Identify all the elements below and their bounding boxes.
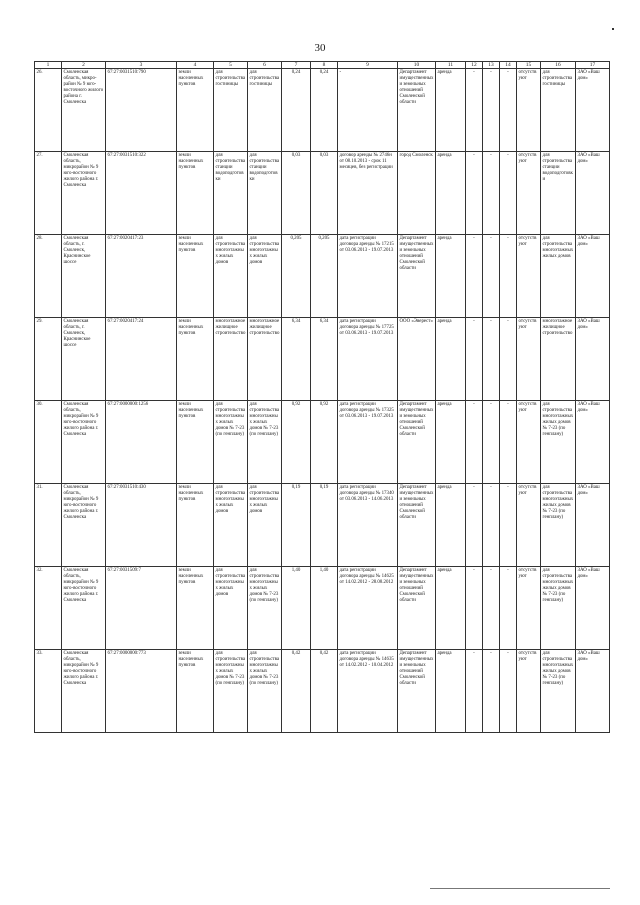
- row-number-cell: 33.: [35, 650, 62, 733]
- empty-cell: -: [500, 69, 517, 152]
- owner-cell: город Смоленск: [398, 152, 436, 235]
- tenant-cell: ЗАО «Ваш дом»: [576, 69, 610, 152]
- encumbrance-cell: дата регистрации договора аренды № 17215 от 03.06.2013 - 19.07.2013: [338, 235, 398, 318]
- location-cell: Смоленская область, микрорайон № 9 юго-восточного жилого района г. Смоленска: [62, 401, 106, 484]
- purpose-cell: для строительства многоэтажных жилых домов № 7-23 (по генплану): [541, 650, 576, 733]
- owner-cell: Департамент имущественных и земельных отношений Смоленской области: [398, 401, 436, 484]
- empty-cell: -: [466, 69, 483, 152]
- actual-use-cell: для строительства гостиницы: [248, 69, 282, 152]
- column-number: 14: [500, 62, 517, 69]
- purpose-cell: для строительства многоэтажных жилых домов № 7-23 (по генплану): [541, 484, 576, 567]
- encumbrance-cell: -: [338, 69, 398, 152]
- area-cell: 6,34: [311, 318, 338, 401]
- row-number-cell: 29.: [35, 318, 62, 401]
- area-cell: 0,92: [311, 401, 338, 484]
- column-number: 12: [466, 62, 483, 69]
- restrictions-cell: отсутствуют: [517, 401, 541, 484]
- area-cell: 0,205: [311, 235, 338, 318]
- right-type-cell: аренда: [436, 567, 466, 650]
- purpose-cell: для строительства многоэтажных жилых домов № 7-23 (по генплану): [541, 567, 576, 650]
- row-number-cell: 26.: [35, 69, 62, 152]
- tenant-cell: ЗАО «Ваш дом»: [576, 567, 610, 650]
- table-row: [35, 318, 610, 401]
- empty-cell: -: [500, 650, 517, 733]
- empty-cell: -: [483, 69, 500, 152]
- empty-cell: -: [483, 484, 500, 567]
- land-plot-register-table: [34, 61, 610, 733]
- right-type-cell: аренда: [436, 235, 466, 318]
- column-number: 5: [214, 62, 248, 69]
- empty-cell: -: [466, 152, 483, 235]
- cadastral-number-cell: 67:27:0031510:430: [106, 484, 177, 567]
- restrictions-cell: отсутствуют: [517, 152, 541, 235]
- row-number-cell: 30.: [35, 401, 62, 484]
- column-number: 16: [541, 62, 576, 69]
- tenant-cell: ЗАО «Ваш дом»: [576, 401, 610, 484]
- empty-cell: -: [466, 650, 483, 733]
- empty-cell: -: [466, 235, 483, 318]
- permitted-use-cell: для строительства многоэтажных жилых домов: [214, 567, 248, 650]
- row-number-cell: 32.: [35, 567, 62, 650]
- empty-cell: -: [483, 152, 500, 235]
- empty-cell: -: [500, 235, 517, 318]
- cadastral-number-cell: 67:27:0000000:773: [106, 650, 177, 733]
- empty-cell: -: [466, 567, 483, 650]
- right-type-cell: аренда: [436, 69, 466, 152]
- empty-cell: -: [483, 567, 500, 650]
- location-cell: Смоленская область, микрорайон № 9 юго-восточного жилого района г. Смоленска: [62, 484, 106, 567]
- table-row: [35, 401, 610, 484]
- area-cell: 0,42: [311, 650, 338, 733]
- permitted-use-cell: для строительства многоэтажных жилых домов: [214, 235, 248, 318]
- actual-use-cell: для строительства многоэтажных жилых домов № 7-23 (по генплану): [248, 650, 282, 733]
- area-cell: 0,42: [282, 650, 311, 733]
- empty-cell: -: [466, 401, 483, 484]
- encumbrance-cell: дата регистрации договора аренды № 14625 от 14.02.2012 - 28.08.2012: [338, 567, 398, 650]
- empty-cell: -: [500, 318, 517, 401]
- tenant-cell: ЗАО «Ваш дом»: [576, 235, 610, 318]
- row-number-cell: 28.: [35, 235, 62, 318]
- column-number: 17: [576, 62, 610, 69]
- area-cell: 6,34: [282, 318, 311, 401]
- tenant-cell: ЗАО «Ваш дом»: [576, 484, 610, 567]
- column-number: 7: [282, 62, 311, 69]
- table-row: [35, 152, 610, 235]
- area-cell: 1,40: [282, 567, 311, 650]
- permitted-use-cell: для строительства многоэтажных жилых домов № 7-23 (по генплану): [214, 650, 248, 733]
- purpose-cell: для строительства многоэтажных жилых домов: [541, 235, 576, 318]
- empty-cell: -: [500, 152, 517, 235]
- right-type-cell: аренда: [436, 401, 466, 484]
- table-row: [35, 567, 610, 650]
- column-number: 11: [436, 62, 466, 69]
- permitted-use-cell: для строительства многоэтажных жилых домов: [214, 484, 248, 567]
- restrictions-cell: отсутствуют: [517, 484, 541, 567]
- area-cell: 0,24: [282, 69, 311, 152]
- empty-cell: -: [500, 401, 517, 484]
- area-cell: 0,19: [282, 484, 311, 567]
- column-number: 4: [177, 62, 214, 69]
- bottom-rule: [430, 888, 610, 889]
- row-number-cell: 31.: [35, 484, 62, 567]
- owner-cell: Департамент имущественных и земельных отношений Смоленской области: [398, 69, 436, 152]
- actual-use-cell: для строительства многоэтажных жилых домов № 7-23 (по генплану): [248, 567, 282, 650]
- area-cell: 0,03: [311, 152, 338, 235]
- purpose-cell: многоэтажное жилищное строительство: [541, 318, 576, 401]
- empty-cell: -: [483, 235, 500, 318]
- column-number: 1: [35, 62, 62, 69]
- table-row: [35, 650, 610, 733]
- permitted-use-cell: многоэтажное жилищное строительство: [214, 318, 248, 401]
- empty-cell: -: [483, 650, 500, 733]
- encumbrance-cell: дата регистрации договора аренды № 17325 от 03.06.2013 - 19.07.2013: [338, 401, 398, 484]
- purpose-cell: для строительства станции водоподготовки: [541, 152, 576, 235]
- page-number: 30: [314, 42, 326, 54]
- cadastral-number-cell: 67:27:0031510:790: [106, 69, 177, 152]
- empty-cell: -: [466, 484, 483, 567]
- land-category-cell: земли населенных пунктов: [177, 650, 214, 733]
- area-cell: 1,40: [311, 567, 338, 650]
- location-cell: Смоленская область, г. Смоленск, Краснинское шоссе: [62, 235, 106, 318]
- area-cell: 0,24: [311, 69, 338, 152]
- cadastral-number-cell: 67:27:0031510:322: [106, 152, 177, 235]
- table-row: [35, 484, 610, 567]
- land-category-cell: земли населенных пунктов: [177, 152, 214, 235]
- area-cell: 0,19: [311, 484, 338, 567]
- cadastral-number-cell: 67:27:0020417:24: [106, 318, 177, 401]
- empty-cell: -: [483, 401, 500, 484]
- column-number: 15: [517, 62, 541, 69]
- right-type-cell: аренда: [436, 152, 466, 235]
- location-cell: Смоленская область, г. Смоленск, Краснинское шоссе: [62, 318, 106, 401]
- scan-mark: [612, 28, 614, 30]
- restrictions-cell: отсутствуют: [517, 650, 541, 733]
- area-cell: 0,92: [282, 401, 311, 484]
- tenant-cell: ЗАО «Ваш дом»: [576, 152, 610, 235]
- table-row: [35, 69, 610, 152]
- column-number: 10: [398, 62, 436, 69]
- permitted-use-cell: для строительства гостиницы: [214, 69, 248, 152]
- encumbrance-cell: дата регистрации договора аренды № 17340 от 03.06.2013 - 14.06.2013: [338, 484, 398, 567]
- land-category-cell: земли населенных пунктов: [177, 401, 214, 484]
- column-number: 9: [338, 62, 398, 69]
- right-type-cell: аренда: [436, 484, 466, 567]
- owner-cell: Департамент имущественных и земельных отношений Смоленской области: [398, 484, 436, 567]
- empty-cell: -: [483, 318, 500, 401]
- actual-use-cell: для строительства многоэтажных жилых домов: [248, 235, 282, 318]
- location-cell: Смоленская область, микрорайон № 9 юго-восточного жилого района г. Смоленска: [62, 567, 106, 650]
- land-category-cell: земли населенных пунктов: [177, 69, 214, 152]
- column-number-row: [35, 62, 610, 69]
- purpose-cell: для строительства многоэтажных жилых домов № 7-23 (по генплану): [541, 401, 576, 484]
- column-number: 6: [248, 62, 282, 69]
- row-number-cell: 27.: [35, 152, 62, 235]
- empty-cell: -: [500, 567, 517, 650]
- empty-cell: -: [500, 484, 517, 567]
- location-cell: Смоленская область, микрорайон № 9 юго-восточного жилого района г. Смоленска: [62, 650, 106, 733]
- permitted-use-cell: для строительства станции водоподготовки: [214, 152, 248, 235]
- right-type-cell: аренда: [436, 318, 466, 401]
- column-number: 2: [62, 62, 106, 69]
- actual-use-cell: для строительства многоэтажных жилых домов: [248, 484, 282, 567]
- area-cell: 0,03: [282, 152, 311, 235]
- actual-use-cell: для строительства станции водоподготовки: [248, 152, 282, 235]
- owner-cell: Департамент имущественных и земельных отношений Смоленской области: [398, 235, 436, 318]
- actual-use-cell: для строительства многоэтажных жилых домов № 7-23 (по генплану): [248, 401, 282, 484]
- tenant-cell: ЗАО «Ваш дом»: [576, 650, 610, 733]
- restrictions-cell: отсутствуют: [517, 318, 541, 401]
- encumbrance-cell: договор аренды № 2746н от 08.10.2013 - срок 11 месяцев, без регистрации: [338, 152, 398, 235]
- empty-cell: -: [466, 318, 483, 401]
- tenant-cell: ЗАО «Ваш дом»: [576, 318, 610, 401]
- encumbrance-cell: дата регистрации договора аренды № 14635 от 14.02.2012 - 10.04.2012: [338, 650, 398, 733]
- location-cell: Смоленская область, микрорайон № 9 юго-восточного жилого района г. Смоленска: [62, 152, 106, 235]
- column-number: 3: [106, 62, 177, 69]
- owner-cell: Департамент имущественных и земельных отношений Смоленской области: [398, 650, 436, 733]
- area-cell: 0,205: [282, 235, 311, 318]
- owner-cell: ООО «Эверест»: [398, 318, 436, 401]
- cadastral-number-cell: 67:27:0031509:7: [106, 567, 177, 650]
- owner-cell: Департамент имущественных и земельных отношений Смоленской области: [398, 567, 436, 650]
- permitted-use-cell: для строительства многоэтажных жилых домов № 7-23 (по генплану): [214, 401, 248, 484]
- land-category-cell: земли населенных пунктов: [177, 567, 214, 650]
- land-category-cell: земли населенных пунктов: [177, 318, 214, 401]
- location-cell: Смоленская область, микро-район № 9 юго-восточного жилого района г. Смоленска: [62, 69, 106, 152]
- restrictions-cell: отсутствуют: [517, 69, 541, 152]
- land-category-cell: земли населенных пунктов: [177, 235, 214, 318]
- actual-use-cell: многоэтажное жилищное строительство: [248, 318, 282, 401]
- column-number: 13: [483, 62, 500, 69]
- column-number: 8: [311, 62, 338, 69]
- cadastral-number-cell: 67:27:0000000:1256: [106, 401, 177, 484]
- encumbrance-cell: дата регистрации договора аренды № 17725 от 03.06.2013 - 19.07.2013: [338, 318, 398, 401]
- restrictions-cell: отсутствуют: [517, 567, 541, 650]
- right-type-cell: аренда: [436, 650, 466, 733]
- purpose-cell: для строительства гостиницы: [541, 69, 576, 152]
- table-body: [35, 62, 610, 733]
- table-row: [35, 235, 610, 318]
- land-category-cell: земли населенных пунктов: [177, 484, 214, 567]
- restrictions-cell: отсутствуют: [517, 235, 541, 318]
- cadastral-number-cell: 67:27:0020417:23: [106, 235, 177, 318]
